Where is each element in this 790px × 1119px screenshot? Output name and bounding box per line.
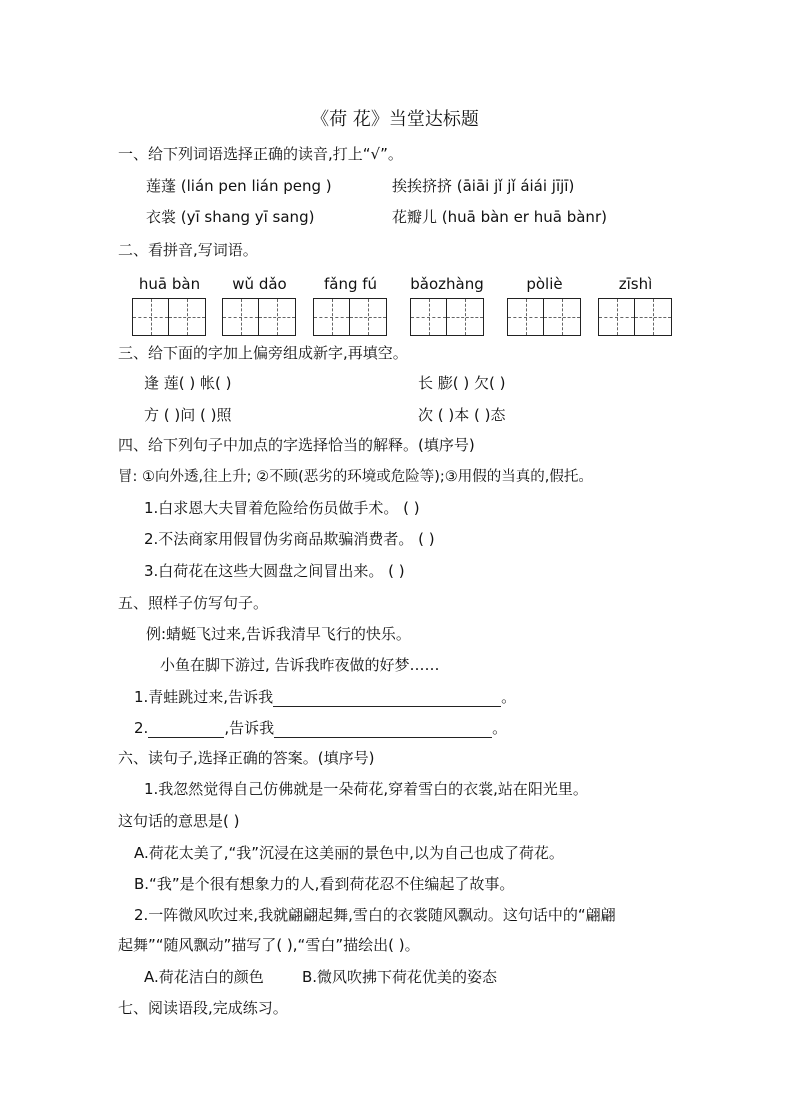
writing-grid[interactable] xyxy=(410,298,484,336)
q5-item-1 xyxy=(134,687,516,707)
q6-passage-2b: 起舞”“随风飘动”描写了( ),“雪白”描绘出( )。 xyxy=(118,936,420,954)
q4-sentence-2: 2.不法商家用假冒伪劣商品欺骗消费者。 ( ) xyxy=(144,530,435,548)
writing-grid[interactable] xyxy=(132,298,206,336)
q3-row1b: 长 膨( ) 欠( ) xyxy=(418,374,506,392)
pinyin-label: bǎozhàng xyxy=(410,275,484,293)
q1-heading: 一、给下列词语选择正确的读音,打上“√”。 xyxy=(118,145,403,163)
writing-grid[interactable] xyxy=(598,298,672,336)
q7-heading: 七、阅读语段,完成练习。 xyxy=(118,999,288,1017)
writing-grid[interactable] xyxy=(313,298,387,336)
q6-option-a: A.荷花太美了,“我”沉浸在这美丽的景色中,以为自己也成了荷花。 xyxy=(134,844,564,862)
pinyin-label: pòliè xyxy=(526,275,563,293)
q6-question-1: 这句话的意思是( ) xyxy=(118,812,240,830)
q5-heading: 五、照样子仿写句子。 xyxy=(118,594,269,612)
q1-line2b: 花瓣儿 (huā bàn er huā bànr) xyxy=(392,208,607,226)
q6-passage-2a: 2.一阵微风吹过来,我就翩翩起舞,雪白的衣裳随风飘动。这句话中的“翩翩 xyxy=(134,906,616,924)
pinyin-label: wǔ dǎo xyxy=(232,275,287,293)
q1-line1b: 挨挨挤挤 (āiāi jǐ jǐ áiái jījī) xyxy=(392,177,575,195)
q1-line1a: 莲蓬 (lián pen lián peng ) xyxy=(146,177,332,195)
pinyin-label: huā bàn xyxy=(138,275,201,293)
answer-blank[interactable] xyxy=(274,722,492,738)
q6-heading: 六、读句子,选择正确的答案。(填序号) xyxy=(118,749,375,767)
q6-option-b: B.“我”是个很有想象力的人,看到荷花忍不住编起了故事。 xyxy=(134,875,515,893)
q5-period: 。 xyxy=(501,688,517,706)
q3-row1a: 逢 莲( ) 帐( ) xyxy=(144,374,232,392)
q1-line2a: 衣裳 (yī shang yī sang) xyxy=(146,208,315,226)
q5-item2-mid: ,告诉我 xyxy=(224,719,275,737)
answer-blank[interactable] xyxy=(273,691,501,707)
pinyin-label: zīshì xyxy=(618,275,653,293)
pinyin-label: fǎng fú xyxy=(323,275,378,293)
writing-grid[interactable] xyxy=(222,298,296,336)
q5-item2-prefix: 2. xyxy=(134,719,149,737)
q5-period: 。 xyxy=(492,719,508,737)
q6-p2-option-b: B.微风吹拂下荷花优美的姿态 xyxy=(302,968,498,986)
q4-sentence-3: 3.白荷花在这些大圆盘之间冒出来。 ( ) xyxy=(144,562,405,580)
q5-item1-prefix: 1.青蛙跳过来,告诉我 xyxy=(134,688,274,706)
q5-example-2: 小鱼在脚下游过, 告诉我昨夜做的好梦…… xyxy=(160,656,440,674)
q5-example-1: 例:蜻蜓飞过来,告诉我清早飞行的快乐。 xyxy=(146,625,411,643)
q3-heading: 三、给下面的字加上偏旁组成新字,再填空。 xyxy=(118,344,408,362)
q3-row2a: 方 ( )问 ( )照 xyxy=(144,406,232,424)
q3-row2b: 次 ( )本 ( )态 xyxy=(418,406,506,424)
q4-heading: 四、给下列句子中加点的字选择恰当的解释。(填序号) xyxy=(118,436,475,454)
q5-item-2 xyxy=(134,718,507,738)
q4-sentence-1: 1.白求恩大夫冒着危险给伤员做手术。 ( ) xyxy=(144,499,420,517)
q4-definitions: 冒: ①向外透,往上升; ②不顾(恶劣的环境或危险等);③用假的当真的,假托。 xyxy=(118,469,593,485)
q6-p2-option-a: A.荷花洁白的颜色 xyxy=(144,968,264,986)
q6-passage-1: 1.我忽然觉得自己仿佛就是一朵荷花,穿着雪白的衣裳,站在阳光里。 xyxy=(144,780,588,798)
q2-heading: 二、看拼音,写词语。 xyxy=(118,241,258,259)
writing-grid[interactable] xyxy=(507,298,581,336)
page-title: 《荷 花》当堂达标题 xyxy=(311,109,479,130)
answer-blank[interactable] xyxy=(148,722,224,738)
